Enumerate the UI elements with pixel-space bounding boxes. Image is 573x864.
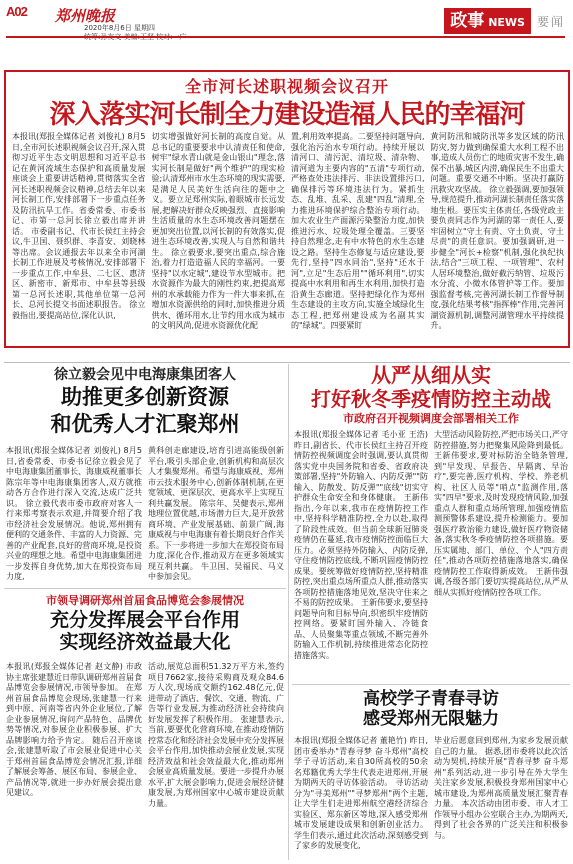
story-headline: 助推更多创新资源 <box>61 385 229 409</box>
story-body <box>6 446 284 580</box>
subsection-title: 要闻 <box>536 14 565 29</box>
story-headline: 从严从细从实 <box>371 363 491 387</box>
story-epidemic <box>292 362 570 682</box>
body-column: 大型活动风险防控,严把市场关口,严守防控措施,努力把聚集风险降到最低。 王新伟要求,要对标防治全链条管理,到"早发现、早报告、早隔离、早治疗",要完善,医疗机构、学校、养老机构、社区人员等"哨点"监测作用,落实"四早"要求,及时发现疫情风险,加强重点人群和重点场所管理,加强疫情监测预警体系建设,提升检测能力。要加强医疗救治能力建设,做好医疗物资储备,落实秋冬季疫情防控各项措施。要压实属地、部门、单位、个人"四方责任",推动各项防控措施落地落实,确保疫情防控工作取得新成效。 王新伟强调,各级各部门要切实提高站位,从严从细从实抓好疫情防控各项工作。 <box>434 430 568 597</box>
story-headline-line2: 和优秀人才汇聚郑州 <box>50 412 240 436</box>
section-banner <box>444 8 565 34</box>
top-story-kicker: 全市河长述职视频会议召开 <box>184 77 389 96</box>
body-column: 黄科创走廊建设,培育引进高能级创新平台,吸引头部企业,创新机构和高层次人才集聚郑州。希望与海康威视、郑州市云技术服务中心,创新体制机制,在更宽领域、更深层次、更高水平上实现互利共赢发展。 陈宗年、吴健表示,郑州地理位置优越,市场潜力巨大,是开放营商环境、产业发展基础、前景广阔,海康威视与中电海康有着长期良好合作关系。下一步将进一步加大在郑投资布局力度,深化合作,推动双方在更多领域实现互利共赢。 牛卫国、吴福民、马义中参加会见。 <box>148 446 284 580</box>
masthead-meta <box>84 24 187 42</box>
body-column: 活动,展览总面积51.32万平方米,签约项目7662家,接待采购商及观众84.6万人次,现场成交额约162.48亿元,促进带动了酒店、餐饮、交通、物流、广告等行业发展,为推动经济社会持续向好发展发挥了积极作用。 张建慧表示,当前,要要优化营商环境,在推动疫情防控常态化和经济社会发展中充分发挥展会平台作用,加快推动会展业发展,实现经济效益和社会效益最大化,推动郑州会展业高质量发展。要进一步提升办展水平,扩大展会影响力,促进会展经济健康发展,为郑州国家中心城市建设贡献力量。 <box>148 662 284 808</box>
page-label-text: A02 <box>6 4 27 19</box>
story-headline-line2: 实现经济效益最大化 <box>59 631 231 653</box>
date-line: 2020年8月6日 星期四 <box>84 24 155 32</box>
story-meeting <box>4 362 286 584</box>
story-headline-line2: 感受郑州无限魅力 <box>363 709 499 729</box>
story-body <box>6 662 284 856</box>
top-story-body <box>12 132 564 344</box>
story-headline: 充分发挥展会平台作用 <box>49 609 240 631</box>
story-students <box>292 688 570 860</box>
story-body <box>294 430 568 682</box>
brand-logo: 郑州晚报 <box>54 7 115 25</box>
column-divider <box>288 364 289 860</box>
body-column: 本报讯(郑报全媒体记者 董艳竹) 昨日,团市委举办"青春寻梦 奋斗郑州"高校学子寻访活动,来自30所高校的50余名郑籍优秀大学生代表走进郑州,开展为期两天的寻访体验活动。 寻访活动分为"寻美郑州""寻梦郑州"两个主题,让大学生们走进郑州航空港经济综合实验区、郑东新区等地,深入感受郑州城市发展建设成果和创新创业活力。学生们表示,通过此次活动,深刻感受到了家乡的发展变化, <box>294 736 428 850</box>
top-story <box>4 70 570 348</box>
story-body <box>294 736 568 858</box>
story-headline-line2: 打好秋冬季疫情防控主动战 <box>311 387 551 411</box>
body-column: 黄河防汛和城防汛等多发区域的防汛防灾,努力做到确保重大水利工程不出事,造成人员伤亡的地质灾害不发生,确保不出暴,城区内涝,确保民生不出重大问题。重要交通不中断。坚决打赢防汛救灾攻坚战。 徐立毅强调,要加强领导,规范提升,推动河湖长制责任落实落地生根。要压实主体责任,各级党政主要负责同志作为河湖的第一责任人,要牢固树立"守土有责、守土负责、守土尽责"的责任意识。要加强调研,进一步健全"河长+检察"机制,强化执纪执法,结合"三项工程、一项管理"、农村人居环境整治,做好截污纳管、垃圾污水分流、小微水体管护等工作。要加强监督考核,完善河湖长制工作督导制度,强化结果考核"指挥棒"作用,完善河湖资源机制,调整河湖管理水平持续提升。 <box>430 132 564 330</box>
body-column: 本报讯(郑报全媒体记者 毛小亚 王浩) 昨日,副省长、代市长侯红主持召开疫情防控视频调度会时强调,要认真贯彻落实党中央国务院和省委、省政府决策部署,坚持"外防输入、内防反弹""防输入、防散发、防反弹""底线"切实守护群众生命安全和身体健康。 王新伟指出,今年以来,我市在疫情防控工作中,坚持科学精准防控,全力以赴,取得了阶段性成效。但当前全球新冠肺炎疫情仍在蔓延,我市疫情防控面临巨大压力。必须坚持外防输入、内防反弹,守住疫情防控底线,不断巩固疫情防控成果。要统筹做好疫情防控,坚持精准防控,突出重点场所重点人群,推动落实各项防控措施落地见效,坚决守住来之不易的防控成果。 王新伟要求,要坚持问题导向和目标导向,织密织牢疫情防控网络。要紧盯国外输入、冷链食品、人员聚集等重点领域,不断完善外防输入工作机制,持续推进常态化防控措施落实。 <box>294 430 428 660</box>
body-column: 毕业后愿意回到郑州,为家乡发展贡献自己的力量。 据悉,团市委将以此次活动为契机,持续开展"青春寻梦 奋斗郑州"系列活动,进一步引导在外大学生关注家乡发展,积极投身郑州国家中心城市建设,为郑州高质量发展汇聚青春力量。 本次活动由团市委、市人才工作领导小组办公室联合主办,为期两天,得到了社会各界的广泛关注和积极参与。 <box>434 736 568 840</box>
body-column: 本报讯(郑报全媒体记者 赵文静) 市政协主席张建慧近日带队调研郑州首届食品博览会参展情况,市领导参加。 在郑州首届食品博览会现场,张建慧一行来到中原、河南等省内外企业展位,了解企业参展情况,询问产品特色、品牌优势等情况,对参展企业积极参展、扩大品牌影响力给予肯定。 随后召开座谈会,张建慧听取了市会展业促进中心关于郑州首届食品博览会情况汇报,详细了解展会筹备、展区布局、参展企业、产品情况等,就进一步办好展会提出意见建议。 <box>6 662 142 797</box>
section-en: NEWS <box>488 8 531 34</box>
story-headline: 高校学子青春寻访 <box>363 689 499 709</box>
divider <box>4 588 286 589</box>
top-story-headline: 深入落实河长制全力建设造福人民的幸福河 <box>49 100 525 130</box>
body-column: 切实增强做好河长制的高度自觉。从总书记的重要要求中认清责任和使命,树牢"绿水青山就是金山银山"理念,落实河长制是做好"两个维护"的现实检验;认清郑州市水生态环境的现实需要,是满足人民美好生活向往的题中之义。要立足郑州实际,着眼城市长远发展,把解决好群众反映强烈、直接影响生活质量的水生态环境改善问题摆在更加突出位置,以河长制的有效落实,促进生态环境改善,实现人与自然和谐共生。 徐立毅要求,要突出重点,综合施治,着力打造造福人民的幸福河。一要坚持"以水定城",建设节水型城市。把水资源作为最大的刚性约束,把提高郑州的水承载能力作为一件大事来抓,在增加水资源供给的同时,加快推进分质供水、循环用水,让节约用水成为城市的文明风尚,促进水资源优化配 <box>151 132 285 330</box>
body-column: 本报讯(郑报全媒体记者 刘俊礼) 8月5日,全市河长述职视频会议召开,深入贯彻习近平生态文明思想和习近平总书记在黄河流域生态保护和高质量发展座谈会上重要讲话精神,贯彻落实全省河长述职视频会议精神,总结去年以来河长制工作,安排部署下一步重点任务及防汛抗旱工作。省委常委、市委书记、市第一总河长徐立毅出席并讲话。 市委副书记、代市长侯红主持会议,牛卫国、聂织群、李喜安、刘晓林等出席。会议通报去年以来全市河湖长制工作进展及考核情况,安排部署下一步重点工作,中牟县、二七区、惠济区、新密市、新郑市、中牟县等县级第一总河长述职,其他单位第一总河长、总河长提交书面述职报告。 徐立毅指出,要提高站位,深化认识, <box>12 132 146 320</box>
masthead-rule <box>6 36 565 38</box>
story-subhead: 市政府召开视频调度会部署相关工作 <box>343 412 519 425</box>
story-expo <box>4 592 286 860</box>
masthead <box>0 0 573 44</box>
page-label <box>6 4 27 27</box>
body-column: 本报讯(郑报全媒体记者 刘俊礼) 8月5日,省委常委、市委书记徐立毅会见了中电海康集团董事长、海康威视董事长陈宗年等中电海康集团客人,双方就推动各方合作进行深入交流,达成广泛共识。 徐立毅代表市委市政府对客人一行来郑考察表示欢迎,并简要介绍了我市经济社会发展情况。他说,郑州拥有便利的交通条件、丰富的人力资源、完善的产业配套,良好的营商环境,是投资兴业的理想之地。希望中电海康集团进一步发挥自身优势,加大在郑投资布局力度, <box>6 446 142 580</box>
section-title: 政事 <box>444 8 488 34</box>
body-column: 置,利用效率提高。二要坚持问题导向,强化治污治水专项行动。持续开展以清河口、清污泥、清垃圾、清杂物、清河道为主要内容的"五清"专项行动,严格查处违法排污、非法设置排污口,确保排污等环境违法行为。紧抓生态、乱堆、乱采、乱建"四乱"清理,全力推进环境保护综合整治专项行动。加大农业生产面源污染整治力度,加快推进污水、垃圾处理全覆盖。三要坚持自然理念,走有中水特色的水生态建设之路。坚持生态修复与适应建设,要先行,坚持"四水同治",坚持"还水于河",立足"生态后用""循环利用",切实提高中水利用和再生水利用,加快打造沿黄生态廊道。坚持把绿化作为郑州生态建设的主攻方向,实施全域绿化生态工程,把郑州建设成为名副其实的"绿城"。四要紧盯 <box>291 132 425 330</box>
divider <box>292 684 570 685</box>
story-kicker: 徐立毅会见中电海康集团客人 <box>54 367 236 383</box>
story-kicker: 市领导调研郑州首届食品博览会参展情况 <box>46 594 244 607</box>
